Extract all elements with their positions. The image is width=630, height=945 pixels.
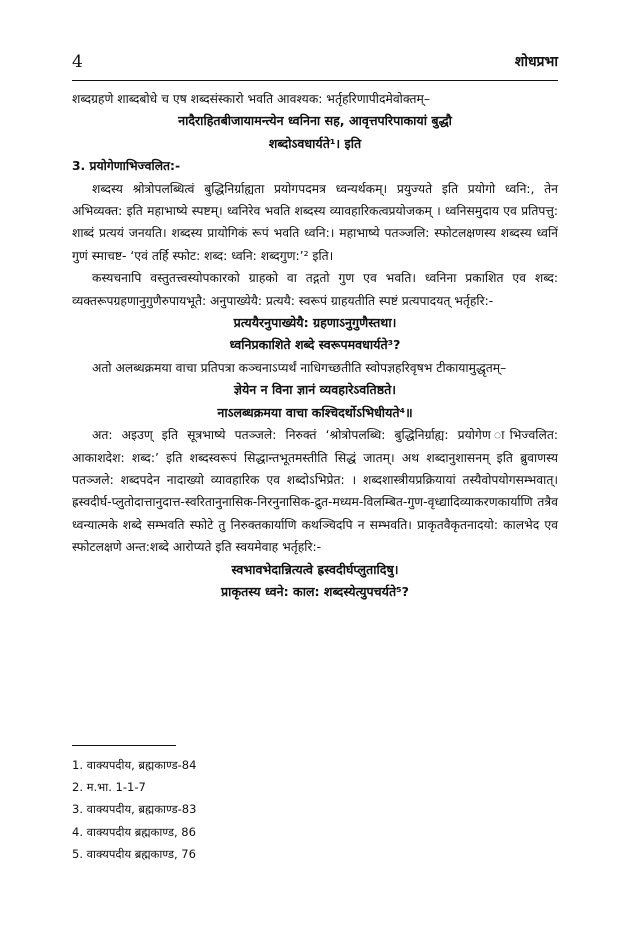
verse-4-line-2: प्राकृतस्य ध्वने: काल: शब्दस्येत्युपचर्यते⁵? <box>221 583 409 599</box>
page-number: 4 <box>72 52 83 72</box>
footnotes <box>72 754 558 865</box>
verse-2-line-1: प्रत्ययैरनुपाख्येयै: ग्रहणाऽनुगुणैस्तथा। <box>233 315 397 331</box>
verse-2-line-2: ध्वनिप्रकाशिते शब्दे स्वरूपमवधार्यते³? <box>229 337 401 353</box>
verse-1-line-1: नादैराहितबीजायामन्त्येन ध्वनिना सह, आवृत्तपरिपाकायां बुद्धौ <box>178 113 452 129</box>
verse-4-line-1: स्वभावभेदान्नित्यत्वे ह्रस्वदीर्घप्लुतादिषु। <box>231 561 399 577</box>
page-header <box>72 52 558 74</box>
paragraph-4: अतो अलब्धक्रमया वाचा प्रतिपत्रा कञ्चनाऽप्यर्थं नाधिगच्छतीति स्वोपज्ञहरिवृषभ टीकायामुद्धृतम्– <box>92 360 507 375</box>
paragraph-2: शब्दस्य श्रोत्रोपलब्धित्वं बुद्धिनिर्ग्राह्यता प्रयोगपदमत्र ध्वन्यर्थकम्। प्रयुज्यते इति प्रयोगो ध्वनि:, तेन अभिव्यक्त: इति महाभाष्ये स्पष्टम्। ध्वनिरेव भवति शब्दस्य व्यावहारिकत्वप्रयोजकम् । ध्वनिसमुदाय एव प्रतिपत्तु: शाब्दं प्रत्ययं जनयति। शब्दस्य प्रायोगिकं रूपं भवति ध्वनि:। महाभाष्ये पतञ्जलि: स्फोटलक्षणस्य शब्दस्य ध्वनिं गुणं स्माचष्ट- ‘एवं तर्हि स्फोट: शब्द: ध्वनि: शब्दगुण:’² इति। <box>72 181 558 263</box>
footnote-2: 2. म.भा. 1-1-7 <box>72 780 146 795</box>
footnote-3: 3. वाक्यपदीय, ब्रह्मकाण्ड-83 <box>72 802 197 817</box>
paragraph-3: कस्यचनापि वस्तुतत्त्वस्योपकारको ग्राहको वा तद्गतो गुण एव भवति। ध्वनिना प्रकाशित एव शब्द: व्यक्तरूपग्रहणानुगुणैरुपायभूतै: अनुपाख्येयै: प्रत्ययै: स्वरूपं ग्राहयतीति स्पष्टं प्रत्यपादयत् भर्तृहरि:- <box>72 271 558 308</box>
body-text <box>72 88 558 603</box>
footnote-1: 1. वाक्यपदीय, ब्रह्मकाण्ड-84 <box>72 758 197 772</box>
footnote-4: 4. वाक्यपदीय ब्रह्मकाण्ड, 86 <box>72 824 196 839</box>
paragraph-5: अत: अइउण् इति सूत्रभाष्ये पतञ्जले: निरुक्तं ‘श्रोत्रोपलब्धि: बुद्धिनिर्ग्राह्य: प्रयोगेण ाभिज्वलित: आकाशदेश: शब्द:’ इति शब्दस्वरूपं सिद्धान्तभूतमस्तीति सिद्धं जातम्। अथ शब्दानुशासनम् इति ब्रुवाणस्य पतञ्जले: शब्दपदेन नादाख्यो व्यावहारिक एव शब्दोऽभिप्रेत: । शब्दशास्त्रीयप्रक्रियायां तस्यैवोपयोगसम्भवात्। ह्रस्वदीर्घ-प्लुतोदात्तानुदात्त-स्वरितानुनासिक-निरनुनासिक-द्रुत-मध्यम-विलम्बित-गुण-वृध्द्यादिव्याकरणकार्याणि तत्रैव ध्वन्यात्मके शब्दे सम्भवति स्फोटे तु निरुक्तकार्याणि कथञ्चिदपि न सम्भवति। प्राकृतवैकृतनादयो: कालभेद एव स्फोटलक्षणे अन्त:शब्दे आरोप्यते इति स्वयमेवाह भर्तृहरि:- <box>72 428 558 555</box>
footnote-rule <box>72 745 176 746</box>
verse-3-line-1: ज्ञेयेन न विना ज्ञानं व्यवहारेऽवतिष्ठते। <box>233 382 397 398</box>
paragraph-1: शब्दग्रहणे शाब्दबोधे च एष शब्दसंस्कारो भवति आवश्यक: भर्तृहरिणापीदमेवोक्तम्– <box>72 92 430 106</box>
running-title: शोधप्रभा <box>514 54 558 70</box>
footnote-5: 5. वाक्यपदीय ब्रह्मकाण्ड, 76 <box>72 846 196 861</box>
header-rule <box>72 80 558 81</box>
verse-1-line-2: शब्दोऽवधार्यते¹। इति <box>268 135 362 151</box>
verse-3-line-2: नाऽलब्धक्रमया वाचा कश्चिदर्थोऽभिधीयते⁴॥ <box>217 404 413 420</box>
section-heading-3: 3. प्रयोगेणाभिज्वलित:- <box>72 159 181 174</box>
